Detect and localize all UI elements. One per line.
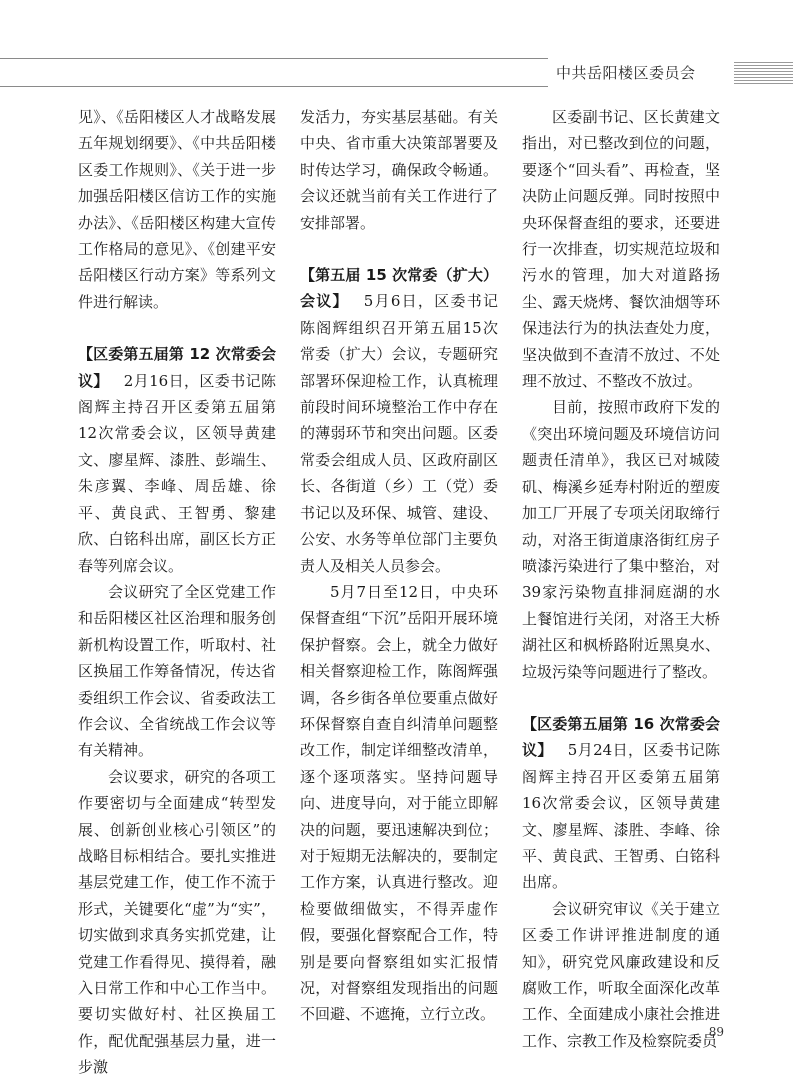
- paragraph: 会议研究了全区党建工作和岳阳楼区社区治理和服务创新机构设置工作，听取村、社区换届工作筹备情况，传达省委组织工作会议、省委政法工作会议、全省统战工作会议等有关精神。: [78, 582, 276, 760]
- section-heading: 【第五届 15 次常委（扩大）会议】: [300, 266, 498, 311]
- header-stripe-ornament: [734, 62, 793, 84]
- paragraph: 5月7日至12日，中央环保督查组“下沉”岳阳开展环境保护督察。会上，就全力做好相关督察迎检工作，陈阁辉强调，各乡街各单位要重点做好环保督察自查自纠清单问题整改工作，制定详细整改清单，逐个逐项落实。坚持问题导向、进度导向，对于能立即解决的问题，要迅速解决到位；对于短期无法解决的，要制定工作方案，认真进行整改。迎检要做细做实，不得弄虚作假，要强化督察配合工作，特别是要向督察组如实汇报情况，对督察组发现指出的问题不回避、不遮掩，立行立改。: [300, 582, 498, 1024]
- meeting-entry-12: [78, 341, 276, 579]
- section-body: 5月6日，区委书记陈阁辉组织召开第五届15次常委（扩大）会议，专题研究部署环保迎检工作，认真梳理前段时间环境整治工作中存在的薄弱环节和突出问题。区委常委会组成人员、区政府副区长、各街道（乡）工（党）委书记以及环保、城管、建设、公安、水务等单位部门主要负责人及相关人员参会。: [300, 292, 498, 575]
- running-header: [0, 56, 793, 92]
- paragraph: 发活力，夯实基层基础。有关中央、省市重大决策部署要及时传达学习，确保政令畅通。会议还就当前有关工作进行了安排部署。: [300, 108, 498, 232]
- paragraph: 会议要求，研究的各项工作要密切与全面建成“转型发展、创新创业核心引领区”的战略目标相结合。要扎实推进基层党建工作，使工作不流于形式，关键要化“虚”为“实”，切实做到求真务实抓党建，让党建工作看得见、摸得着，融入日常工作和中心工作当中。要切实做好村、社区换届工作，配优配强基层力量，进一步激: [78, 767, 276, 1077]
- section-heading: 【区委第五届第 12 次常委会议】: [78, 345, 276, 390]
- paragraph: 见》、《岳阳楼区人才战略发展五年规划纲要》、《中共岳阳楼区委工作规则》、《关于进一步加强岳阳楼区信访工作的实施办法》、《岳阳楼区构建大宣传工作格局的意见》、《创建平安岳阳楼区行动方案》等系列文件进行解读。: [78, 108, 276, 311]
- section-heading: 【区委第五届第 16 次常委会议】: [522, 714, 720, 760]
- section-body: 5月24日，区委书记陈阁辉主持召开区委第五届第16次常委会议，区领导黄建文、廖星辉、漆胜、李峰、徐平、黄良武、王智勇、白铭科出席。: [522, 741, 720, 892]
- header-rule-bottom: [0, 86, 548, 87]
- paragraph: 目前，按照市政府下发的《突出环境问题及环境信访问题责任清单》，我区已对城陵矶、梅溪乡延寿村附近的塑废加工厂开展了专项关闭取缔行动，对洛王街道康洛街红房子喷漆污染进行了集中整治，对39家污染物直排洞庭湖的水上餐馆进行关闭，对洛王大桥湖社区和枫桥路附近黑臭水、垃圾污染等问题进行了整改。: [522, 398, 720, 681]
- paragraph: 会议研究审议《关于建立区委工作讲评推进制度的通知》，研究党风廉政建设和反腐败工作，听取全面深化改革工作、全面建成小康社会推进工作、宗教工作及检察院委员: [522, 899, 720, 1050]
- page-number: 89: [708, 1025, 724, 1039]
- text-column-3: [522, 104, 720, 1054]
- text-column-1: [78, 104, 276, 1081]
- meeting-entry-16: [522, 711, 720, 896]
- header-title: 中共岳阳楼区委员会: [556, 64, 696, 82]
- section-gap: [300, 236, 498, 262]
- text-column-2: [300, 104, 498, 1028]
- meeting-entry-15: [300, 262, 498, 579]
- paragraph: 区委副书记、区长黄建文指出，对已整改到位的问题，要逐个“回头看”、再检查，坚决防止问题反弹。同时按照中央环保督查组的要求，还要进行一次排查，切实规范垃圾和污水的管理，加大对道路扬尘、露天烧烤、餐饮油烟等环保违法行为的执法查处力度，坚决做到不查清不放过、不处理不放过、不整改不放过。: [522, 108, 720, 391]
- section-gap: [522, 685, 720, 711]
- section-gap: [78, 315, 276, 341]
- section-body: 2月16日，区委书记陈阁辉主持召开区委第五届第12次常委会议，区领导黄建文、廖星辉、漆胜、彭端生、朱彦翼、李峰、周岳雄、徐平、黄良武、王智勇、黎建欣、白铭科出席，副区长方正春等列席会议。: [78, 371, 276, 575]
- header-rule-top: [0, 58, 548, 59]
